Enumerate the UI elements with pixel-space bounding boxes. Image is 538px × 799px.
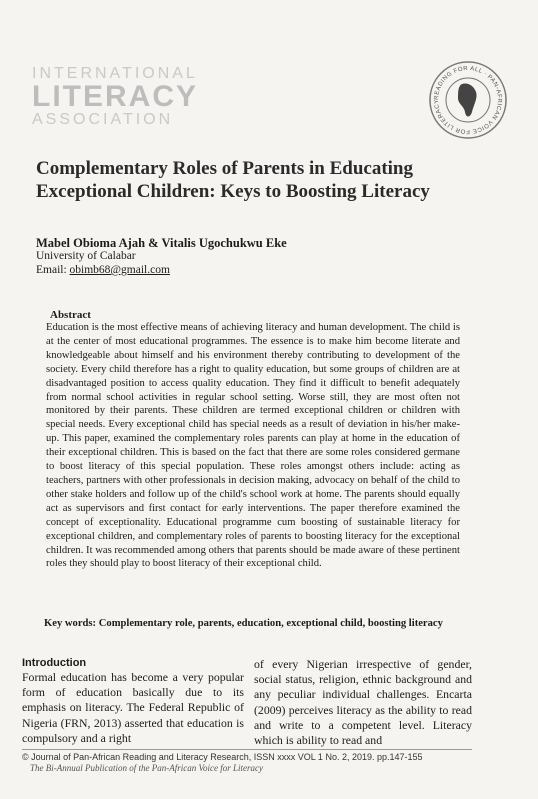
abstract-body: Education is the most effective means of achieving literacy and human development. The child is at the center of most educational programmes. The essence is to make him become literate and knowledgeable about himself and his environment thereby contributing to development of the society. Every child therefore has a right to quality education, but some groups of children are at disadvantaged position to access quality education. They find it difficult to benefit adequately from normal school activities in regular school setting. Worse still, they are most often not monitored by their parents. These children are termed exceptional children or children with special needs. Every exceptional child has special needs as a result of deviation in his/her make-up. This paper, examined the complementary roles parents can play at home in the education of their exceptional children. This is based on the fact that there are some roles considered germane to boost literacy of this special population. These roles amongst others include: acting as teachers, partners with other professionals in decision making, advocacy on behalf of the child to other stake holders and follow up of the child's school work at home. The parents should equally act as supervisors and first contact for early interventions. The paper therefore examined the concept of exceptionality. Educational programme cum boosting of sustainable literacy for exceptional children, and complementary roles of parents to boosting literacy for the exceptional children. It was recommended among others that parents should be made aware of these pertinent roles they should play to boost literacy of their exceptional child. — [46, 322, 460, 570]
article-title: Complementary Roles of Parents in Educating Exceptional Children: Keys to Boosting Literacy — [36, 158, 430, 202]
journal-seal-icon — [428, 60, 508, 140]
logo-line-2: LITERACY — [32, 80, 198, 113]
seal-text: READING FOR ALL · PAN-AFRICAN VOICE FOR LITERACY — [433, 65, 503, 135]
introduction-right-column: of every Nigerian irrespective of gender, social status, religion, ethnic background and any peculiar individual challenges. Encarta (2009) perceives literacy as the ability to read and write to a competent level. Literacy which is ability to read and — [254, 657, 472, 748]
logo-line-3: ASSOCIATION — [32, 111, 174, 128]
association-logo — [32, 66, 202, 128]
introduction-heading: Introduction — [22, 657, 87, 669]
keywords — [44, 617, 462, 631]
footer-divider — [22, 749, 472, 750]
author-affiliation: University of Calabar — [36, 250, 136, 262]
keywords-label: Key words: — [44, 618, 97, 629]
abstract-heading: Abstract — [50, 309, 91, 321]
footer-publication: The Bi-Annual Publication of the Pan-African Voice for Literacy — [30, 763, 263, 773]
email-address[interactable]: obimb68@gmail.com — [69, 264, 170, 276]
author-email — [36, 264, 170, 276]
email-label: Email: — [36, 264, 67, 276]
logo-line-1: INTERNATIONAL — [32, 65, 198, 82]
footer-citation: © Journal of Pan-African Reading and Literacy Research, ISSN xxxx VOL 1 No. 2, 2019. pp.147-155 — [22, 752, 423, 762]
keywords-list: Complementary role, parents, education, exceptional child, boosting literacy — [98, 618, 443, 629]
introduction-left-column: Formal education has become a very popular form of education basically due to its emphasis on literacy. The Federal Republic of Nigeria (FRN, 2013) asserted that education is compulsory and a right — [22, 670, 244, 745]
article-authors: Mabel Obioma Ajah & Vitalis Ugochukwu Eke — [36, 236, 287, 250]
page-footer — [22, 752, 492, 774]
